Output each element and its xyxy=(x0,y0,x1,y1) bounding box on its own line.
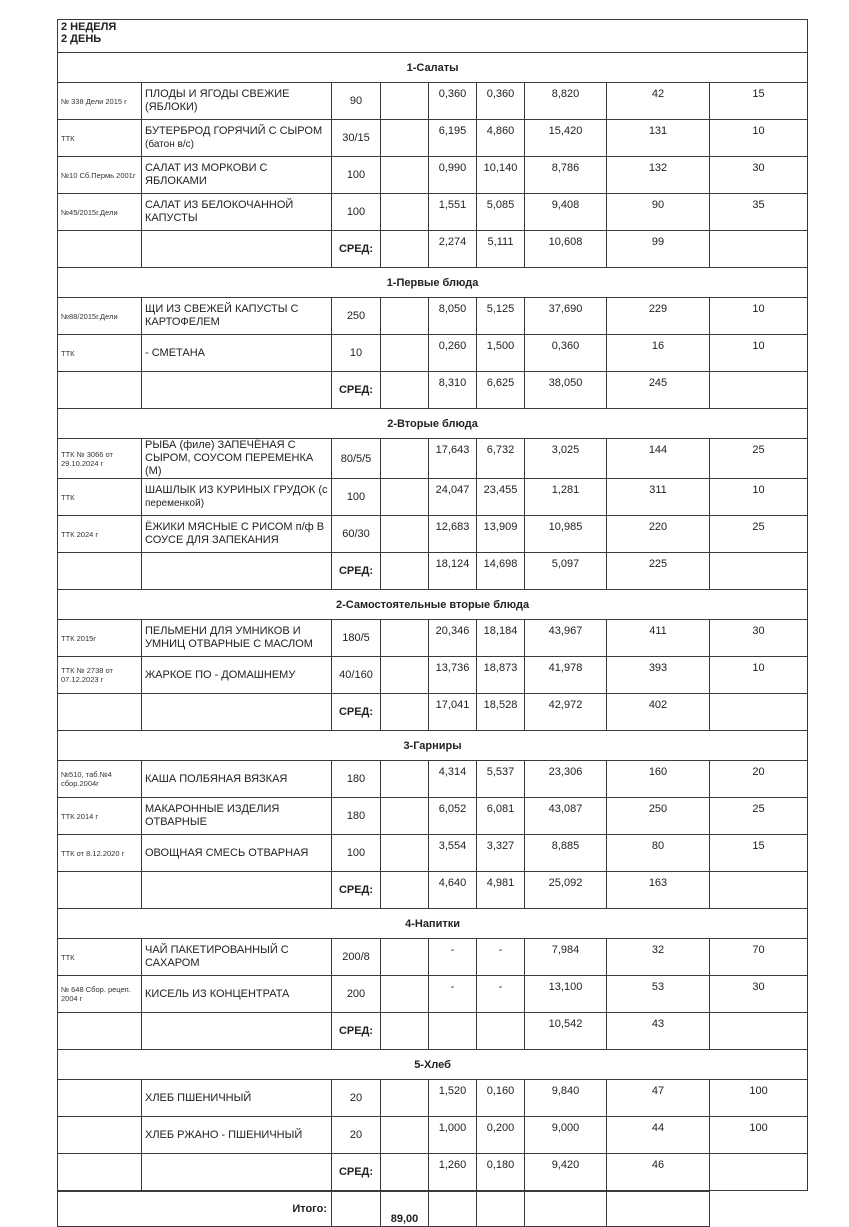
dish-row xyxy=(58,439,808,479)
avg-carbs: 5,097 xyxy=(525,553,607,590)
dish-row xyxy=(58,620,808,657)
empty-cell xyxy=(710,872,808,909)
kcal: 229 xyxy=(607,298,710,335)
dish-row xyxy=(58,798,808,835)
portion-weight: 200/8 xyxy=(332,939,381,976)
section-header-row xyxy=(58,731,808,761)
protein: 1,000 xyxy=(429,1117,477,1154)
dish-name xyxy=(142,298,332,335)
protein: 8,050 xyxy=(429,298,477,335)
avg-fat xyxy=(477,1013,525,1050)
price xyxy=(381,939,429,976)
protein: 0,990 xyxy=(429,157,477,194)
price xyxy=(381,835,429,872)
dish-name xyxy=(142,657,332,694)
dish-name-text: РЫБА (филе) ЗАПЕЧЁНАЯ С СЫРОМ, СОУСОМ ПЕРЕМЕНКА (М) xyxy=(145,439,314,477)
kcal: 220 xyxy=(607,516,710,553)
empty-cell xyxy=(142,231,332,268)
recipe-source: ТТК № 2738 от 07.12.2023 г xyxy=(58,657,142,694)
dish-name-subtext: (батон в/с) xyxy=(145,139,194,150)
dish-row xyxy=(58,1117,808,1154)
avg-kcal: 99 xyxy=(607,231,710,268)
carbs: 41,978 xyxy=(525,657,607,694)
price xyxy=(381,657,429,694)
kcal: 311 xyxy=(607,479,710,516)
extra-value: 15 xyxy=(710,83,808,120)
avg-fat: 4,981 xyxy=(477,872,525,909)
dish-name-text: КИСЕЛЬ ИЗ КОНЦЕНТРАТА xyxy=(145,987,290,1000)
avg-protein: 8,310 xyxy=(429,372,477,409)
dish-name xyxy=(142,976,332,1013)
dish-row xyxy=(58,479,808,516)
fat: 4,860 xyxy=(477,120,525,157)
avg-carbs: 10,542 xyxy=(525,1013,607,1050)
avg-protein xyxy=(429,1013,477,1050)
recipe-source xyxy=(58,1117,142,1154)
protein: 12,683 xyxy=(429,516,477,553)
fat: 5,125 xyxy=(477,298,525,335)
avg-kcal: 46 xyxy=(607,1154,710,1191)
avg-carbs: 25,092 xyxy=(525,872,607,909)
avg-fat: 6,625 xyxy=(477,372,525,409)
kcal: 160 xyxy=(607,761,710,798)
avg-kcal: 225 xyxy=(607,553,710,590)
section-title: 4-Напитки xyxy=(58,909,808,939)
avg-fat: 5,111 xyxy=(477,231,525,268)
avg-kcal: 163 xyxy=(607,872,710,909)
extra-value: 10 xyxy=(710,120,808,157)
dish-name-text: ПЛОДЫ И ЯГОДЫ СВЕЖИЕ (ЯБЛОКИ) xyxy=(145,88,290,113)
empty-cell xyxy=(710,231,808,268)
empty-cell xyxy=(710,553,808,590)
average-row xyxy=(58,872,808,909)
carbs: 43,087 xyxy=(525,798,607,835)
portion-weight: 80/5/5 xyxy=(332,439,381,479)
portion-weight: 180/5 xyxy=(332,620,381,657)
dish-name-subtext: переменкой) xyxy=(145,498,205,509)
fat: 6,081 xyxy=(477,798,525,835)
kcal: 53 xyxy=(607,976,710,1013)
protein: 6,052 xyxy=(429,798,477,835)
extra-value: 35 xyxy=(710,194,808,231)
total-table xyxy=(57,1191,710,1227)
price xyxy=(381,298,429,335)
section-title: 1-Салаты xyxy=(58,53,808,83)
recipe-source: ТТК № 3066 от 29.10.2024 г xyxy=(58,439,142,479)
portion-weight: 180 xyxy=(332,761,381,798)
carbs: 15,420 xyxy=(525,120,607,157)
empty-cell xyxy=(142,872,332,909)
empty-cell xyxy=(142,372,332,409)
price xyxy=(381,83,429,120)
empty-cell xyxy=(58,1154,142,1191)
price xyxy=(381,439,429,479)
kcal: 44 xyxy=(607,1117,710,1154)
fat: 5,085 xyxy=(477,194,525,231)
carbs: 43,967 xyxy=(525,620,607,657)
portion-weight: 30/15 xyxy=(332,120,381,157)
extra-value: 10 xyxy=(710,335,808,372)
avg-fat: 14,698 xyxy=(477,553,525,590)
total-empty-cell xyxy=(477,1192,525,1227)
extra-value: 10 xyxy=(710,657,808,694)
extra-value: 10 xyxy=(710,479,808,516)
avg-protein: 17,041 xyxy=(429,694,477,731)
empty-cell xyxy=(58,694,142,731)
dish-row xyxy=(58,939,808,976)
empty-cell xyxy=(58,872,142,909)
carbs: 13,100 xyxy=(525,976,607,1013)
extra-value: 15 xyxy=(710,835,808,872)
portion-weight: 60/30 xyxy=(332,516,381,553)
fat: - xyxy=(477,976,525,1013)
empty-cell xyxy=(142,553,332,590)
empty-cell xyxy=(142,694,332,731)
avg-kcal: 245 xyxy=(607,372,710,409)
dish-name xyxy=(142,194,332,231)
section-header-row xyxy=(58,409,808,439)
fat: 13,909 xyxy=(477,516,525,553)
empty-cell xyxy=(381,694,429,731)
portion-weight: 100 xyxy=(332,479,381,516)
fat: 10,140 xyxy=(477,157,525,194)
dish-name xyxy=(142,516,332,553)
fat: 6,732 xyxy=(477,439,525,479)
kcal: 132 xyxy=(607,157,710,194)
average-label: СРЕД: xyxy=(332,872,381,909)
extra-value: 30 xyxy=(710,620,808,657)
kcal: 80 xyxy=(607,835,710,872)
dish-row xyxy=(58,298,808,335)
carbs: 8,885 xyxy=(525,835,607,872)
avg-carbs: 9,420 xyxy=(525,1154,607,1191)
dish-name-text: САЛАТ ИЗ МОРКОВИ С ЯБЛОКАМИ xyxy=(145,162,268,187)
protein: 24,047 xyxy=(429,479,477,516)
dish-name-text: ЖАРКОЕ ПО - ДОМАШНЕМУ xyxy=(145,668,296,681)
average-label: СРЕД: xyxy=(332,1154,381,1191)
average-row xyxy=(58,694,808,731)
carbs: 0,360 xyxy=(525,335,607,372)
average-label: СРЕД: xyxy=(332,231,381,268)
dish-name-text: ОВОЩНАЯ СМЕСЬ ОТВАРНАЯ xyxy=(145,846,309,859)
portion-weight: 180 xyxy=(332,798,381,835)
total-empty-cell xyxy=(332,1192,381,1227)
protein: 6,195 xyxy=(429,120,477,157)
dish-row xyxy=(58,516,808,553)
dish-name-text: - СМЕТАНА xyxy=(145,346,206,359)
menu-sheet xyxy=(57,19,807,1227)
price xyxy=(381,516,429,553)
carbs: 10,985 xyxy=(525,516,607,553)
average-row xyxy=(58,1154,808,1191)
section-title: 2-Самостоятельные вторые блюда xyxy=(58,590,808,620)
price xyxy=(381,335,429,372)
dish-name xyxy=(142,939,332,976)
dish-row xyxy=(58,194,808,231)
fat: 1,500 xyxy=(477,335,525,372)
kcal: 47 xyxy=(607,1080,710,1117)
extra-value: 25 xyxy=(710,798,808,835)
price xyxy=(381,194,429,231)
recipe-source: ТТК 2015г xyxy=(58,620,142,657)
avg-kcal: 43 xyxy=(607,1013,710,1050)
avg-fat: 18,528 xyxy=(477,694,525,731)
fat: 0,360 xyxy=(477,83,525,120)
carbs: 9,408 xyxy=(525,194,607,231)
price xyxy=(381,620,429,657)
extra-value: 30 xyxy=(710,157,808,194)
price xyxy=(381,157,429,194)
empty-cell xyxy=(381,1154,429,1191)
fat: 18,184 xyxy=(477,620,525,657)
dish-name xyxy=(142,335,332,372)
avg-carbs: 10,608 xyxy=(525,231,607,268)
kcal: 250 xyxy=(607,798,710,835)
recipe-source: ТТК 2014 г xyxy=(58,798,142,835)
empty-cell xyxy=(142,1154,332,1191)
section-title: 2-Вторые блюда xyxy=(58,409,808,439)
average-label: СРЕД: xyxy=(332,1013,381,1050)
portion-weight: 40/160 xyxy=(332,657,381,694)
carbs: 9,840 xyxy=(525,1080,607,1117)
section-header-row xyxy=(58,909,808,939)
portion-weight: 200 xyxy=(332,976,381,1013)
section-title: 1-Первые блюда xyxy=(58,268,808,298)
protein: 17,643 xyxy=(429,439,477,479)
dish-name-text: ПЕЛЬМЕНИ ДЛЯ УМНИКОВ И УМНИЦ ОТВАРНЫЕ С МАСЛОМ xyxy=(145,625,313,650)
protein: 4,314 xyxy=(429,761,477,798)
extra-value: 100 xyxy=(710,1080,808,1117)
header-cell xyxy=(58,20,808,53)
extra-value: 20 xyxy=(710,761,808,798)
fat: - xyxy=(477,939,525,976)
fat: 3,327 xyxy=(477,835,525,872)
recipe-source: №88/2015г.Дели xyxy=(58,298,142,335)
empty-cell xyxy=(142,1013,332,1050)
total-empty-cell xyxy=(429,1192,477,1227)
dish-row xyxy=(58,1080,808,1117)
total-row xyxy=(58,1192,710,1227)
avg-protein: 4,640 xyxy=(429,872,477,909)
fat: 0,200 xyxy=(477,1117,525,1154)
kcal: 42 xyxy=(607,83,710,120)
carbs: 8,786 xyxy=(525,157,607,194)
dish-row xyxy=(58,657,808,694)
dish-row xyxy=(58,335,808,372)
recipe-source: ТТК xyxy=(58,120,142,157)
kcal: 393 xyxy=(607,657,710,694)
average-row xyxy=(58,231,808,268)
section-header-row xyxy=(58,1050,808,1080)
empty-cell xyxy=(381,872,429,909)
recipe-source: №10 Сб.Пермь 2001г xyxy=(58,157,142,194)
dish-name-text: ШАШЛЫК ИЗ КУРИНЫХ ГРУДОК (с xyxy=(145,484,328,496)
portion-weight: 100 xyxy=(332,157,381,194)
portion-weight: 20 xyxy=(332,1080,381,1117)
avg-kcal: 402 xyxy=(607,694,710,731)
carbs: 1,281 xyxy=(525,479,607,516)
empty-cell xyxy=(58,1013,142,1050)
dish-name xyxy=(142,620,332,657)
extra-value: 25 xyxy=(710,516,808,553)
average-row xyxy=(58,1013,808,1050)
recipe-source xyxy=(58,1080,142,1117)
protein: 13,736 xyxy=(429,657,477,694)
week-label: 2 НЕДЕЛЯ xyxy=(61,21,117,33)
total-empty-cell xyxy=(607,1192,710,1227)
protein: 3,554 xyxy=(429,835,477,872)
dish-name-text: БУТЕРБРОД ГОРЯЧИЙ С СЫРОМ xyxy=(145,125,323,137)
empty-cell xyxy=(710,1013,808,1050)
recipe-source: ТТК xyxy=(58,939,142,976)
empty-cell xyxy=(710,1154,808,1191)
dish-row xyxy=(58,120,808,157)
portion-weight: 20 xyxy=(332,1117,381,1154)
total-value: 89,00 xyxy=(381,1192,429,1227)
empty-cell xyxy=(381,553,429,590)
fat: 23,455 xyxy=(477,479,525,516)
average-label: СРЕД: xyxy=(332,553,381,590)
kcal: 16 xyxy=(607,335,710,372)
carbs: 8,820 xyxy=(525,83,607,120)
protein: 0,260 xyxy=(429,335,477,372)
empty-cell xyxy=(58,372,142,409)
dish-name-text: ЩИ ИЗ СВЕЖЕЙ КАПУСТЫ С КАРТОФЕЛЕМ xyxy=(145,303,299,328)
price xyxy=(381,1117,429,1154)
kcal: 131 xyxy=(607,120,710,157)
fat: 5,537 xyxy=(477,761,525,798)
dish-row xyxy=(58,157,808,194)
price xyxy=(381,1080,429,1117)
avg-carbs: 42,972 xyxy=(525,694,607,731)
dish-name xyxy=(142,157,332,194)
price xyxy=(381,479,429,516)
recipe-source: №510, таб.№4 сбор.2004г xyxy=(58,761,142,798)
portion-weight: 100 xyxy=(332,194,381,231)
carbs: 3,025 xyxy=(525,439,607,479)
price xyxy=(381,761,429,798)
recipe-source: ТТК 2024 г xyxy=(58,516,142,553)
dish-name-text: МАКАРОННЫЕ ИЗДЕЛИЯ ОТВАРНЫЕ xyxy=(145,803,280,828)
protein: 0,360 xyxy=(429,83,477,120)
average-label: СРЕД: xyxy=(332,372,381,409)
dish-row xyxy=(58,835,808,872)
dish-name xyxy=(142,120,332,157)
dish-row xyxy=(58,761,808,798)
kcal: 32 xyxy=(607,939,710,976)
dish-row xyxy=(58,83,808,120)
avg-fat: 0,180 xyxy=(477,1154,525,1191)
dish-name xyxy=(142,1080,332,1117)
dish-name-text: ХЛЕБ ПШЕНИЧНЫЙ xyxy=(145,1091,252,1104)
empty-cell xyxy=(710,694,808,731)
section-title: 5-Хлеб xyxy=(58,1050,808,1080)
protein: 1,520 xyxy=(429,1080,477,1117)
protein: - xyxy=(429,939,477,976)
price xyxy=(381,798,429,835)
total-label: Итого: xyxy=(58,1192,332,1227)
price xyxy=(381,120,429,157)
portion-weight: 90 xyxy=(332,83,381,120)
dish-name xyxy=(142,761,332,798)
extra-value: 25 xyxy=(710,439,808,479)
avg-protein: 18,124 xyxy=(429,553,477,590)
kcal: 411 xyxy=(607,620,710,657)
carbs: 23,306 xyxy=(525,761,607,798)
protein: 1,551 xyxy=(429,194,477,231)
avg-carbs: 38,050 xyxy=(525,372,607,409)
day-label: 2 ДЕНЬ xyxy=(61,33,102,45)
dish-name-text: ЧАЙ ПАКЕТИРОВАННЫЙ С САХАРОМ xyxy=(145,944,289,969)
dish-name-text: ХЛЕБ РЖАНО - ПШЕНИЧНЫЙ xyxy=(145,1128,303,1141)
portion-weight: 10 xyxy=(332,335,381,372)
carbs: 7,984 xyxy=(525,939,607,976)
dish-name xyxy=(142,479,332,516)
recipe-source: ТТК xyxy=(58,479,142,516)
menu-table xyxy=(57,19,808,1191)
recipe-source: №45/2015г.Дели xyxy=(58,194,142,231)
section-header-row xyxy=(58,268,808,298)
recipe-source: ТТК от 8.12.2020 г xyxy=(58,835,142,872)
recipe-source: № 338 Дели 2015 г xyxy=(58,83,142,120)
average-row xyxy=(58,372,808,409)
avg-protein: 1,260 xyxy=(429,1154,477,1191)
dish-name xyxy=(142,1117,332,1154)
dish-row xyxy=(58,976,808,1013)
carbs: 9,000 xyxy=(525,1117,607,1154)
avg-protein: 2,274 xyxy=(429,231,477,268)
empty-cell xyxy=(58,231,142,268)
fat: 0,160 xyxy=(477,1080,525,1117)
total-empty-cell xyxy=(525,1192,607,1227)
protein: 20,346 xyxy=(429,620,477,657)
empty-cell xyxy=(381,231,429,268)
carbs: 37,690 xyxy=(525,298,607,335)
price xyxy=(381,976,429,1013)
empty-cell xyxy=(58,553,142,590)
protein: - xyxy=(429,976,477,1013)
recipe-source: № 648 Сбор. рецеп. 2004 г xyxy=(58,976,142,1013)
fat: 18,873 xyxy=(477,657,525,694)
portion-weight: 250 xyxy=(332,298,381,335)
extra-value: 100 xyxy=(710,1117,808,1154)
empty-cell xyxy=(381,372,429,409)
section-title: 3-Гарниры xyxy=(58,731,808,761)
dish-name-text: САЛАТ ИЗ БЕЛОКОЧАННОЙ КАПУСТЫ xyxy=(145,199,294,224)
empty-cell xyxy=(381,1013,429,1050)
dish-name xyxy=(142,835,332,872)
header-row xyxy=(58,20,808,53)
kcal: 144 xyxy=(607,439,710,479)
extra-value: 30 xyxy=(710,976,808,1013)
section-header-row xyxy=(58,590,808,620)
average-label: СРЕД: xyxy=(332,694,381,731)
section-header-row xyxy=(58,53,808,83)
dish-name-text: КАША ПОЛБЯНАЯ ВЯЗКАЯ xyxy=(145,772,288,785)
kcal: 90 xyxy=(607,194,710,231)
extra-value: 10 xyxy=(710,298,808,335)
portion-weight: 100 xyxy=(332,835,381,872)
dish-name xyxy=(142,83,332,120)
dish-name xyxy=(142,439,332,479)
recipe-source: ТТК xyxy=(58,335,142,372)
extra-value: 70 xyxy=(710,939,808,976)
dish-name-text: ЁЖИКИ МЯСНЫЕ С РИСОМ п/ф В СОУСЕ ДЛЯ ЗАПЕКАНИЯ xyxy=(145,521,325,546)
average-row xyxy=(58,553,808,590)
dish-name xyxy=(142,798,332,835)
empty-cell xyxy=(710,372,808,409)
